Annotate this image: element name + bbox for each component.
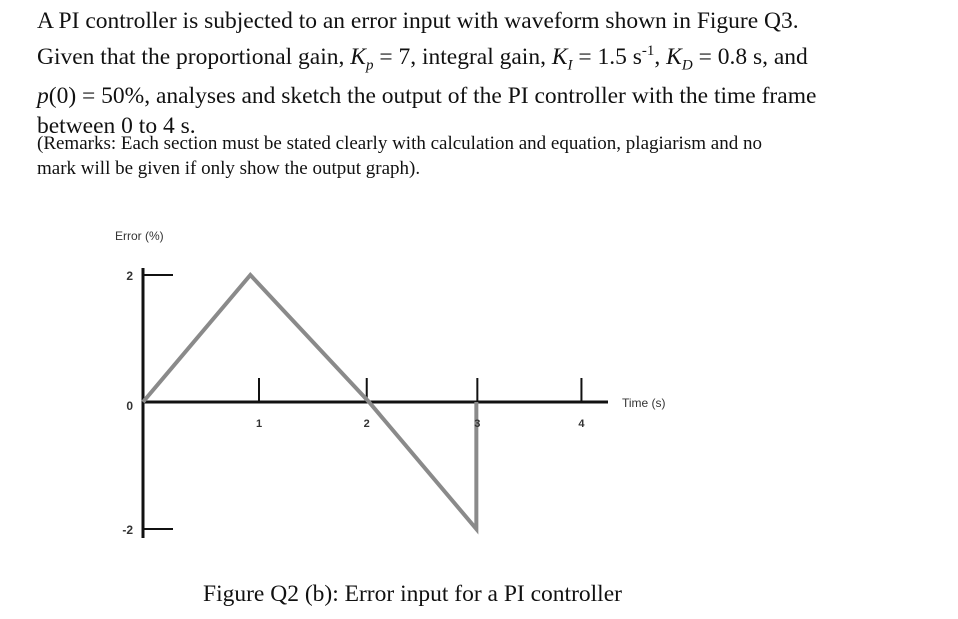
question-line-3: p(0) = 50%, analyses and sketch the output of the PI controller with the time frame <box>37 82 817 109</box>
x-tick-label: 4 <box>578 418 585 430</box>
y-tick-label: 2 <box>126 269 133 283</box>
question-line-2: Given that the proportional gain, $K_p = 7$, integral gain, $K_I = 1.5$ $s^{-1}$, $K_D = 0.8$ s, and <box>37 43 808 74</box>
x-tick-label: 2 <box>363 418 370 430</box>
figure-caption: Figure Q2 (b): Error input for a PI controller <box>203 581 622 607</box>
question-line-4: between 0 to 4 s. <box>37 112 196 139</box>
x-tick-label: 3 <box>474 418 481 430</box>
question-line-1: A PI controller is subjected to an error input with waveform shown in Figure Q3. <box>37 8 799 34</box>
y-tick-label: -2 <box>122 523 133 537</box>
chart-labels <box>115 229 666 537</box>
y-tick-label: 0 <box>126 399 133 413</box>
chart-axes <box>143 268 608 538</box>
x-tick-label: 1 <box>255 418 263 430</box>
remarks-line-2: mark will be given if only show the output graph). <box>37 158 421 179</box>
y-axis-label: Error (%) <box>115 229 164 243</box>
remarks-line-1: (Remarks: Each section must be stated clearly with calculation and equation, plagiarism and no <box>37 133 762 154</box>
x-axis-label: Time (s) <box>622 396 666 410</box>
